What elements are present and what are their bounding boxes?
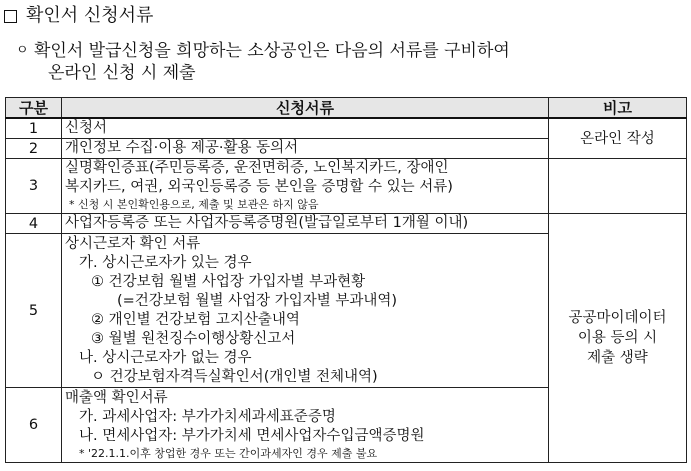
circle-bullet-icon: ㅇ <box>16 43 29 58</box>
documents-table <box>5 97 687 463</box>
table-row <box>6 214 687 234</box>
row-number: 5 <box>6 234 62 388</box>
row-number: 6 <box>6 388 62 463</box>
row-footnote: * '22.1.1.이후 창업한 경우 또는 간이과세자인 경우 제출 불요 <box>79 446 378 460</box>
remark-mydata: 공공마이데이터 이용 등의 시 제출 생략 <box>549 214 687 463</box>
row-number: 1 <box>6 118 62 139</box>
row-document: 사업자등록증 또는 사업자등록증명원(발급일로부터 1개월 이내) <box>62 214 549 234</box>
remark-online: 온라인 작성 <box>549 118 687 159</box>
section-title-text: 확인서 신청서류 <box>26 5 154 26</box>
row-number: 4 <box>6 214 62 234</box>
row-number: 3 <box>6 159 62 214</box>
row-document: 신청서 <box>62 118 549 139</box>
remark-empty <box>549 159 687 214</box>
table-row <box>6 118 687 139</box>
intro-line-2: 온라인 신청 시 제출 <box>48 63 196 83</box>
intro-text <box>16 41 510 86</box>
header-category: 구분 <box>6 98 62 119</box>
header-remarks: 비고 <box>549 98 687 119</box>
row-document: 상시근로자 확인 서류 가. 상시근로자가 있는 경우 ① 건강보험 월별 사업장 가입자별 부과현황 (=건강보험 월별 사업장 가입자별 부과내역) ② 개인별 건강보험 고지산출내역 ③ 월별 원천징수이행상황신고서 나. 상시근로자가 없는 경우 ㅇ 건강보험자격득실확인서(개인별 전체내역) <box>62 234 549 388</box>
row-document: 개인정보 수집·이용 제공·활용 동의서 <box>62 139 549 159</box>
row-document: 실명확인증표(주민등록증, 운전면허증, 노인복지카드, 장애인 복지카드, 여권, 외국인등록증 등 본인을 증명할 수 있는 서류) * 신청 시 본인확인용으로, 제출 및 보관은 하지 않음 <box>62 159 549 214</box>
row-footnote: * 신청 시 본인확인용으로, 제출 및 보관은 하지 않음 <box>69 198 319 211</box>
intro-line-1: 확인서 발급신청을 희망하는 소상공인은 다음의 서류를 구비하여 <box>34 41 510 61</box>
header-documents: 신청서류 <box>62 98 549 119</box>
table-row <box>6 159 687 214</box>
row-document: 매출액 확인서류 가. 과세사업자: 부가가치세과세표준증명 나. 면세사업자: 부가가치세 면세사업자수입금액증명원 * '22.1.1.이후 창업한 경우 또는 간이과세자인 경우 제출 불요 <box>62 388 549 463</box>
row-number: 2 <box>6 139 62 159</box>
section-title <box>4 4 153 28</box>
checkbox-square-icon <box>4 10 17 23</box>
table-header-row <box>6 98 687 119</box>
